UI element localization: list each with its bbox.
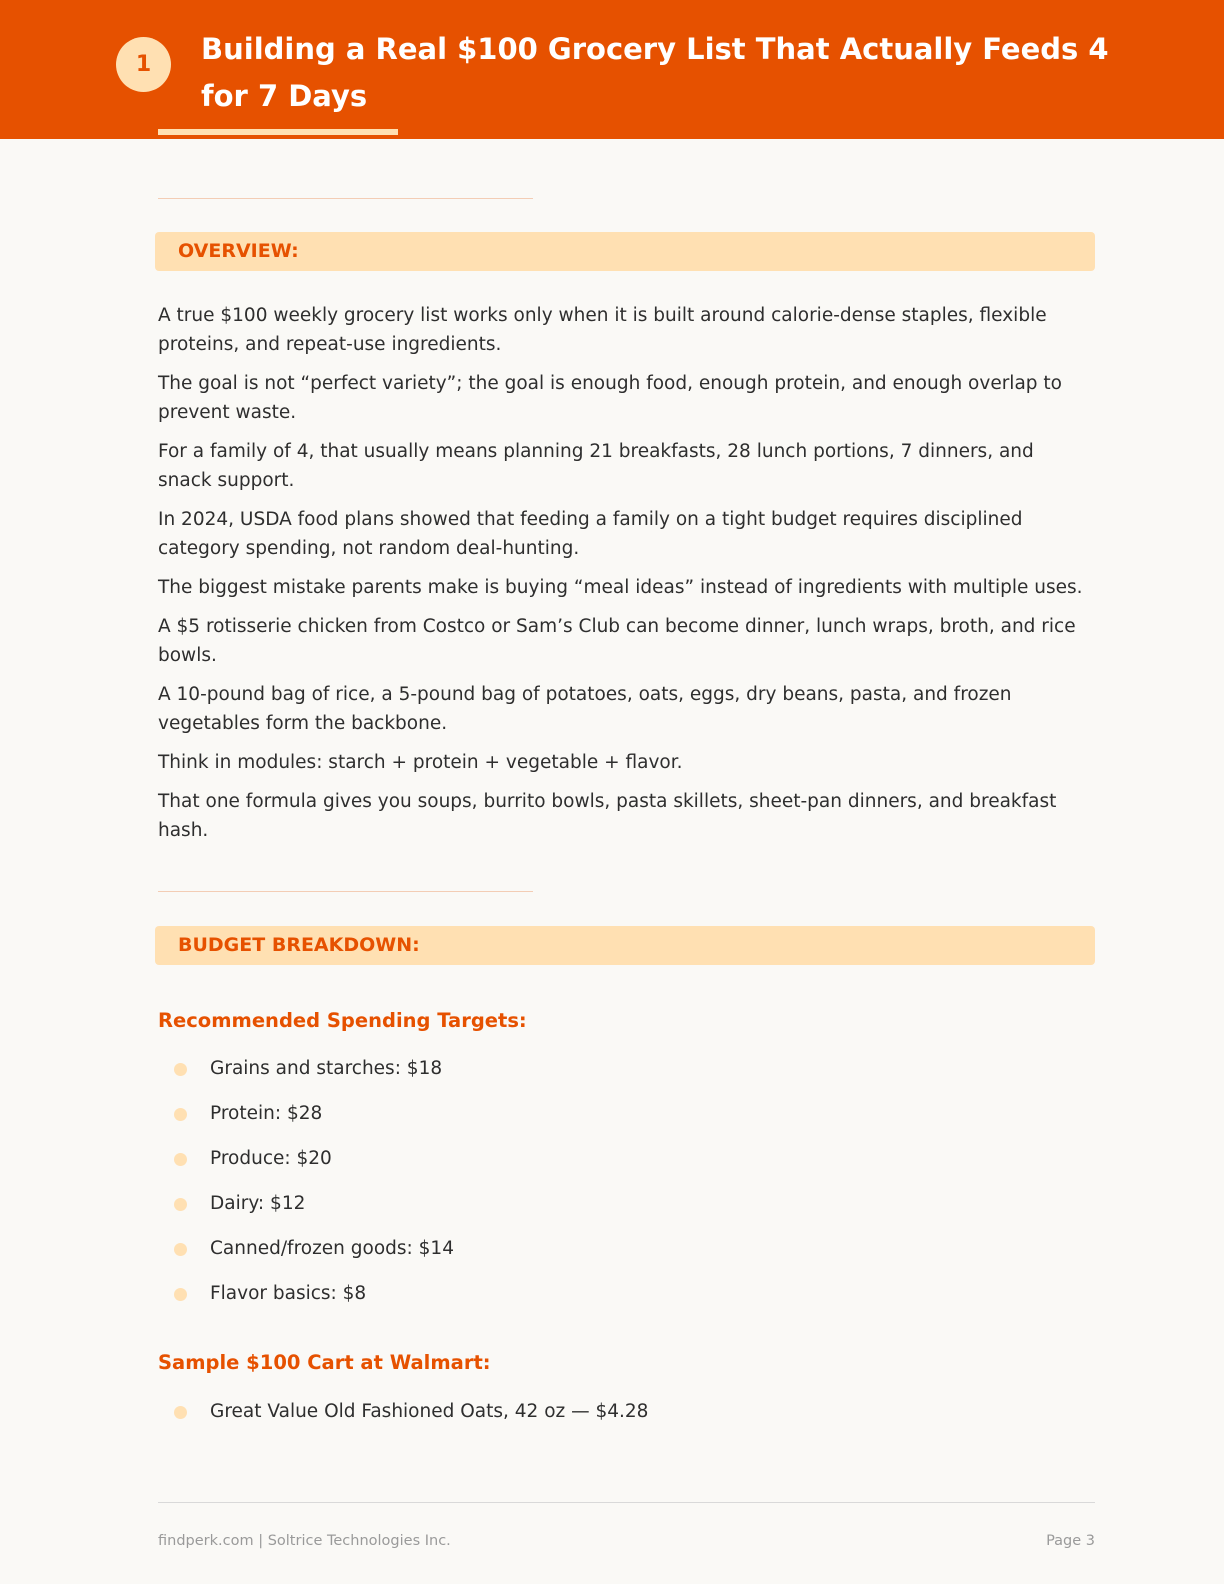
- page-number: Page 3: [1046, 1533, 1095, 1549]
- overview-paragraph: In 2024, USDA food plans showed that feeding a family on a tight budget requires disciplined category spending, not random deal-hunting.: [158, 509, 1023, 559]
- overview-paragraph: A true $100 weekly grocery list works only when it is built around calorie-dense staples, flexible proteins, and repeat-use ingredients.: [158, 305, 1047, 355]
- bullet-dot-icon: [174, 1198, 187, 1211]
- list-item-text: Produce: $20: [210, 1148, 332, 1169]
- bullet-dot-icon: [174, 1243, 187, 1256]
- budget-section-header: [155, 926, 1095, 965]
- list-item-text: Grains and starches: $18: [210, 1058, 443, 1079]
- chapter-title: Building a Real $100 Grocery List That Actually Feeds 4 for 7 Days: [201, 32, 1109, 113]
- list-item: [158, 1098, 1058, 1143]
- list-item: [158, 1053, 1058, 1098]
- overview-label: OVERVIEW:: [178, 240, 299, 262]
- list-item-text: Canned/frozen goods: $14: [210, 1238, 454, 1259]
- bullet-dot-icon: [174, 1406, 187, 1419]
- overview-paragraph: For a family of 4, that usually means planning 21 breakfasts, 28 lunch portions, 7 dinners, and snack support.: [158, 441, 1034, 491]
- list-item: [158, 1188, 1058, 1233]
- overview-section-header: [155, 232, 1095, 271]
- bullet-dot-icon: [174, 1288, 187, 1301]
- footer-source: findperk.com | Soltrice Technologies Inc.: [158, 1533, 451, 1549]
- chapter-number-badge: 1: [116, 37, 171, 92]
- title-underline: [158, 129, 398, 135]
- overview-body: [158, 301, 1088, 855]
- list-item: [158, 1278, 1058, 1323]
- list-item-text: Flavor basics: $8: [210, 1283, 367, 1304]
- footer-divider: [158, 1502, 1095, 1503]
- spending-targets-list: [158, 1053, 1058, 1323]
- overview-paragraph: Think in modules: starch + protein + vegetable + flavor.: [158, 752, 683, 773]
- chapter-header: [0, 0, 1224, 139]
- overview-paragraph: The goal is not “perfect variety”; the goal is enough food, enough protein, and enough overlap to prevent waste.: [158, 373, 1062, 423]
- spending-targets-heading: Recommended Spending Targets:: [158, 1009, 527, 1032]
- list-item: [158, 1233, 1058, 1278]
- overview-paragraph: The biggest mistake parents make is buying “meal ideas” instead of ingredients with multiple uses.: [158, 577, 1083, 598]
- overview-paragraph: A $5 rotisserie chicken from Costco or Sam’s Club can become dinner, lunch wraps, broth, and rice bowls.: [158, 616, 1076, 666]
- section-divider: [158, 891, 533, 892]
- bullet-dot-icon: [174, 1153, 187, 1166]
- bullet-dot-icon: [174, 1063, 187, 1076]
- overview-paragraph: That one formula gives you soups, burrito bowls, pasta skillets, sheet-pan dinners, and breakfast hash.: [158, 791, 1057, 841]
- bullet-dot-icon: [174, 1108, 187, 1121]
- list-item: [158, 1143, 1058, 1188]
- sample-cart-list: [158, 1396, 1058, 1441]
- list-item-text: Great Value Old Fashioned Oats, 42 oz — $4.28: [210, 1401, 649, 1422]
- overview-paragraph: A 10-pound bag of rice, a 5-pound bag of potatoes, oats, eggs, dry beans, pasta, and frozen vegetables form the backbone.: [158, 684, 1012, 734]
- list-item-text: Dairy: $12: [210, 1193, 306, 1214]
- list-item: [158, 1396, 1058, 1441]
- sample-cart-heading: Sample $100 Cart at Walmart:: [158, 1351, 491, 1374]
- section-divider: [158, 198, 533, 199]
- list-item-text: Protein: $28: [210, 1103, 323, 1124]
- budget-label: BUDGET BREAKDOWN:: [178, 934, 420, 956]
